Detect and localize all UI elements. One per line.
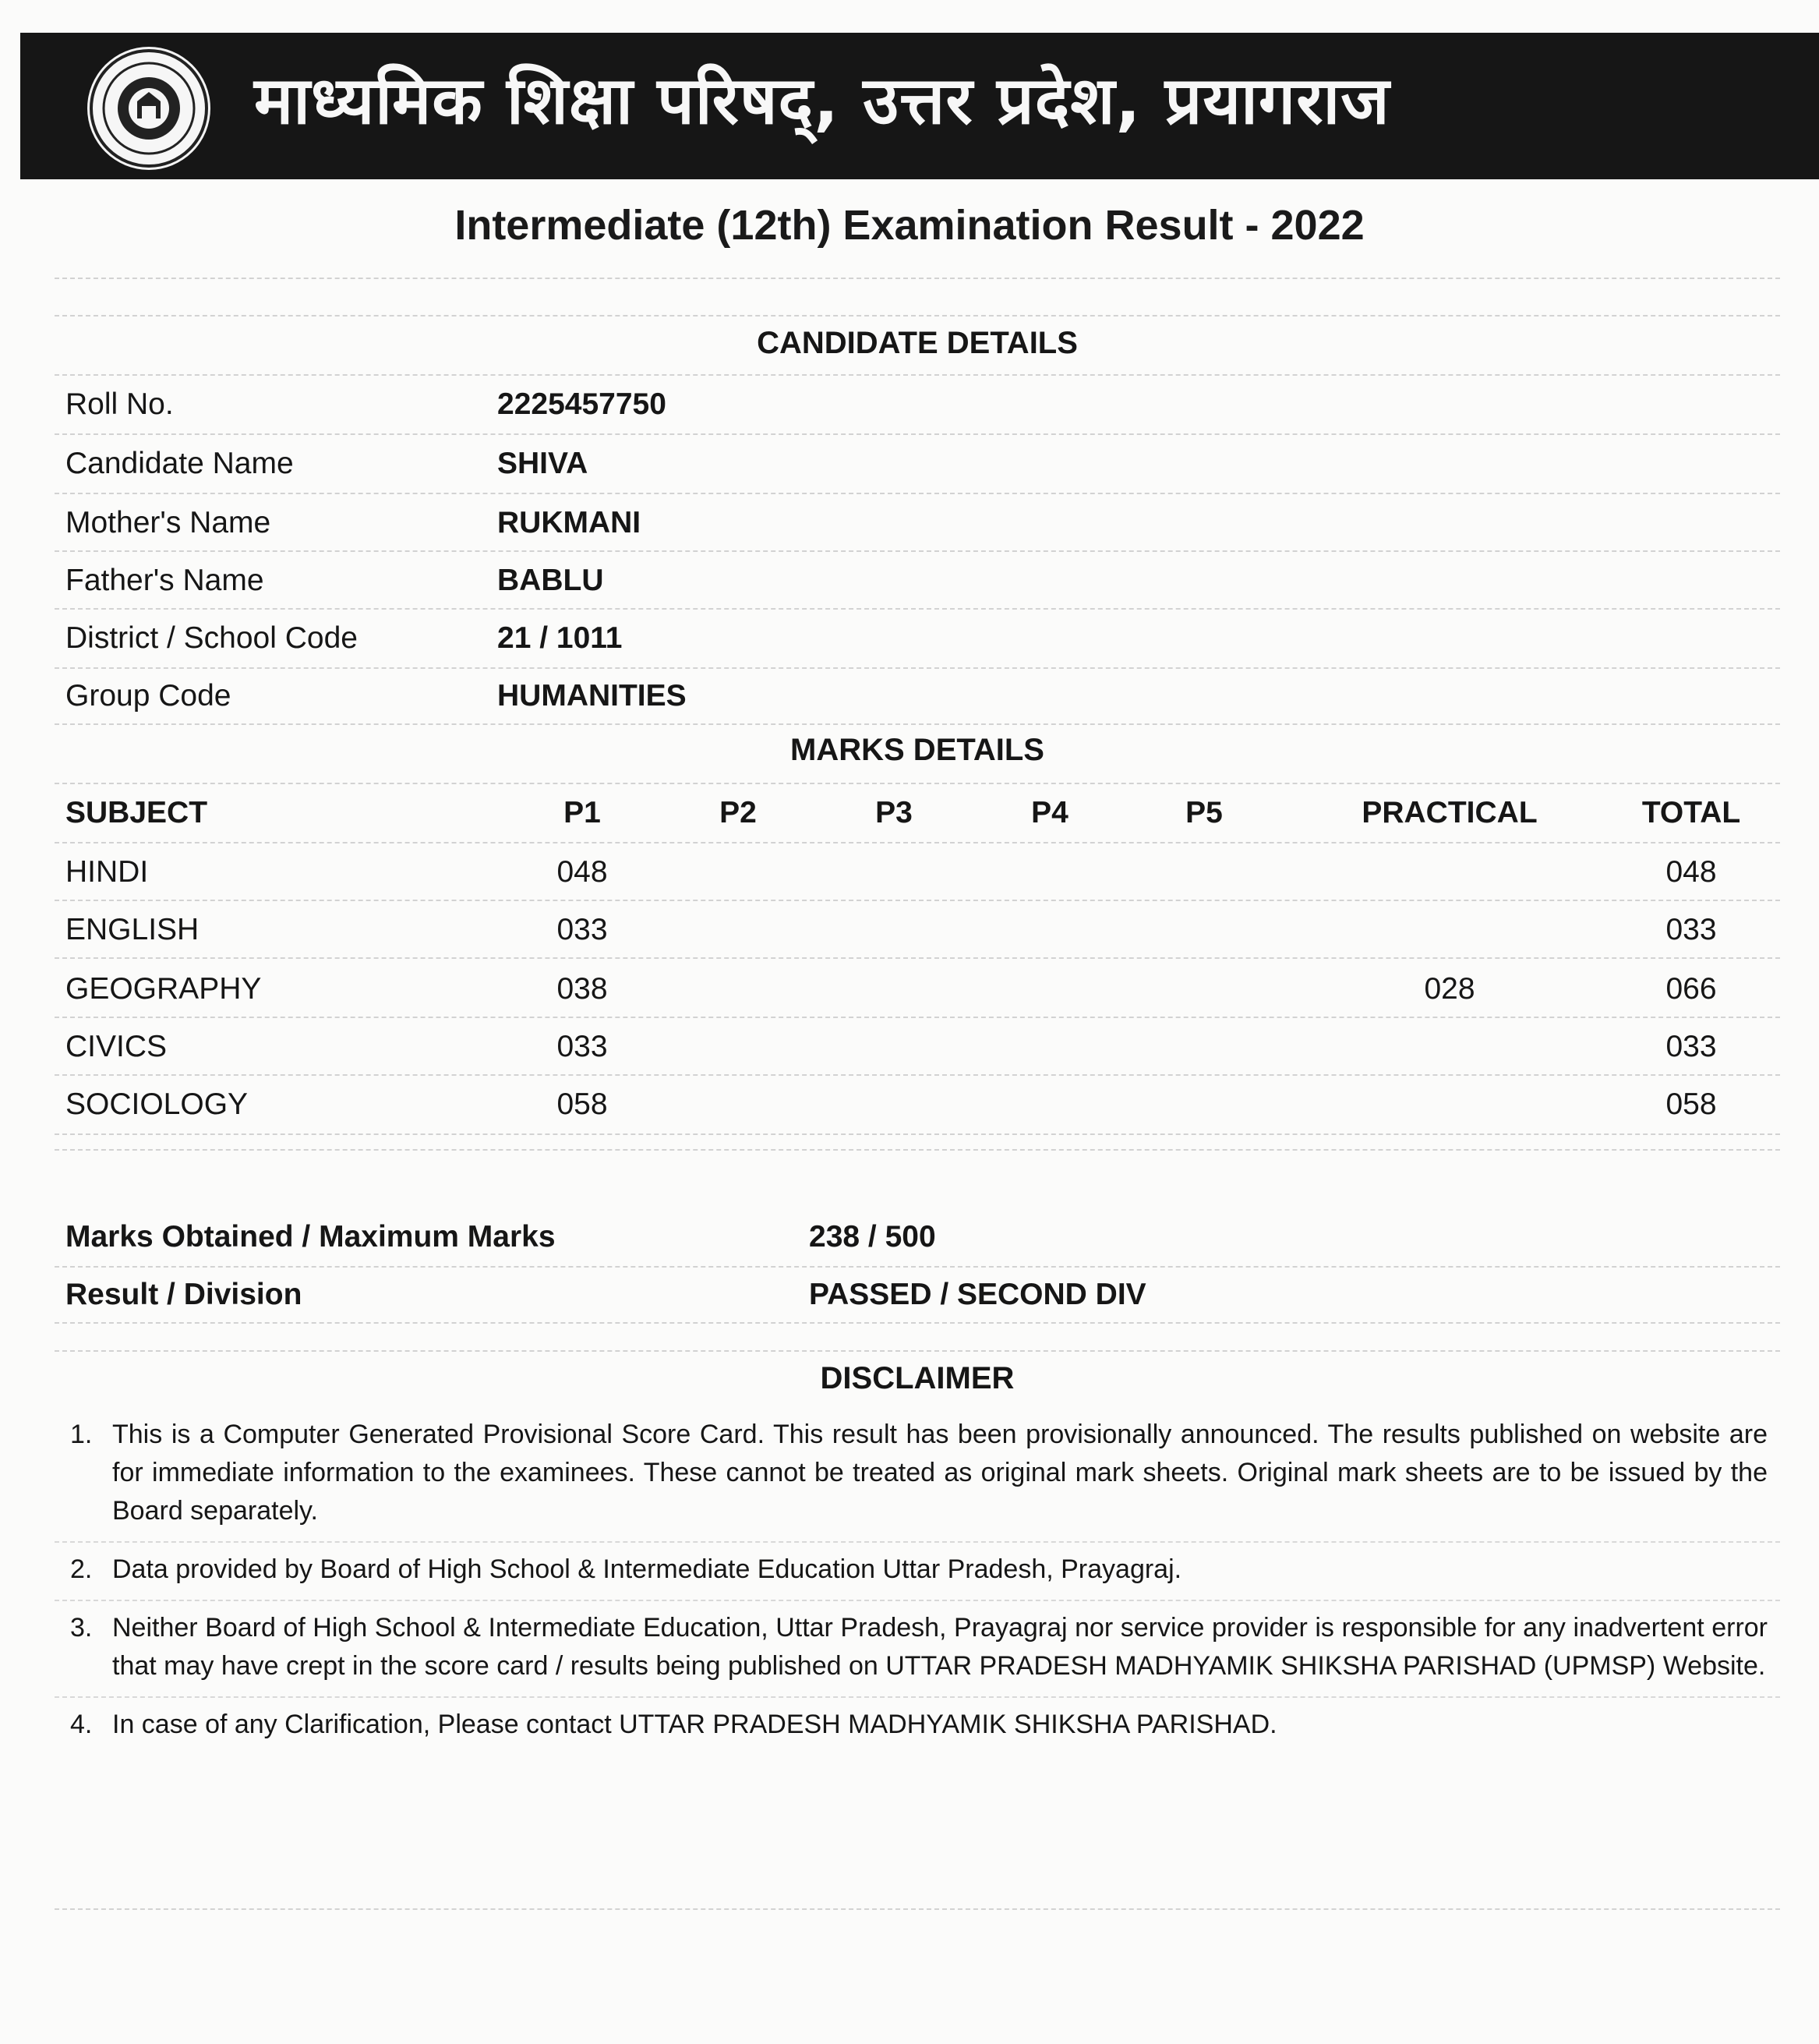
column-header: P2: [719, 796, 757, 829]
subject-cell: HINDI: [65, 855, 149, 889]
p1-cell: 048: [556, 855, 608, 889]
disclaimer-heading: DISCLAIMER: [820, 1361, 1015, 1395]
field-label: Father's Name: [65, 564, 264, 597]
group-code-row: [55, 667, 1780, 725]
board-title: माध्यमिक शिक्षा परिषद्, उत्तर प्रदेश, प्रयागराज: [254, 62, 1390, 139]
table-row: [55, 843, 1780, 901]
result-division-value: PASSED / SECOND DIV: [809, 1278, 1146, 1311]
total-cell: 066: [1665, 972, 1717, 1006]
item-number: 2.: [70, 1554, 93, 1584]
field-label: District / School Code: [65, 621, 358, 655]
district-school-code-row: [55, 610, 1780, 667]
list-item: [55, 1698, 1780, 1755]
father-name-value: BABLU: [497, 564, 604, 597]
total-cell: 058: [1665, 1087, 1717, 1121]
divider: [55, 1322, 1780, 1324]
subject-cell: CIVICS: [65, 1030, 168, 1063]
disclaimer-list: [55, 1408, 1780, 1755]
subject-cell: GEOGRAPHY: [65, 972, 262, 1006]
column-header: SUBJECT: [65, 796, 208, 829]
item-number: 3.: [70, 1613, 93, 1643]
district-school-code-value: 21 / 1011: [497, 621, 623, 655]
divider: [55, 1350, 1780, 1352]
divider: [55, 957, 1780, 959]
marks-table-header: [55, 784, 1780, 842]
item-number: 4.: [70, 1710, 93, 1739]
divider: [55, 1908, 1780, 1910]
item-text: Data provided by Board of High School & Intermediate Education Uttar Pradesh, Prayagraj.: [112, 1554, 1182, 1584]
table-row: [55, 1018, 1780, 1076]
p1-cell: 033: [556, 913, 608, 946]
exam-title: Intermediate (12th) Examination Result - 2022: [454, 202, 1365, 249]
marks-obtained-label: Marks Obtained / Maximum Marks: [65, 1220, 556, 1254]
result-division-row: [55, 1266, 1780, 1324]
marks-obtained-row: [55, 1208, 1780, 1266]
total-cell: 048: [1665, 855, 1717, 889]
item-text: This is a Computer Generated Provisional Score Card. This result has been provisionally announced. The results published on website are for immediate information to the examinees. These cannot be treated as original mark sheets. Original mark sheets are to be issued by the Board separately.: [112, 1420, 1768, 1526]
item-text: In case of any Clarification, Please contact UTTAR PRADESH MADHYAMIK SHIKSHA PARISHAD.: [112, 1710, 1277, 1739]
p1-cell: 058: [556, 1087, 608, 1121]
result-division-label: Result / Division: [65, 1278, 302, 1311]
candidate-details-heading: CANDIDATE DETAILS: [757, 326, 1078, 360]
table-row: [55, 960, 1780, 1018]
column-header: PRACTICAL: [1362, 796, 1538, 829]
total-cell: 033: [1665, 913, 1717, 946]
divider: [55, 723, 1780, 725]
marks-obtained-value: 238 / 500: [809, 1220, 936, 1254]
divider: [55, 1133, 1780, 1135]
field-label: Mother's Name: [65, 506, 271, 539]
roll-no-row: [55, 376, 1780, 433]
mother-name-value: RUKMANI: [497, 506, 641, 539]
p1-cell: 033: [556, 1030, 608, 1063]
candidate-name-value: SHIVA: [497, 447, 588, 480]
field-label: Candidate Name: [65, 447, 294, 480]
divider: [55, 1149, 1780, 1151]
list-item: [55, 1543, 1780, 1601]
p1-cell: 038: [556, 972, 608, 1006]
mother-name-row: [55, 494, 1780, 552]
subject-cell: ENGLISH: [65, 913, 200, 946]
column-header: P5: [1185, 796, 1223, 829]
column-header: P4: [1031, 796, 1068, 829]
roll-no-value: 2225457750: [497, 387, 666, 421]
divider: [55, 278, 1780, 279]
list-item: [55, 1601, 1780, 1698]
subject-cell: SOCIOLOGY: [65, 1087, 249, 1121]
header-bar: [20, 33, 1819, 179]
column-header: TOTAL: [1641, 796, 1741, 829]
upmsp-emblem-icon: [87, 47, 210, 170]
column-header: P1: [563, 796, 601, 829]
group-code-value: HUMANITIES: [497, 679, 687, 713]
field-label: Roll No.: [65, 387, 174, 421]
practical-cell: 028: [1424, 972, 1475, 1006]
table-row: [55, 1076, 1780, 1133]
list-item: [55, 1408, 1780, 1543]
table-row: [55, 901, 1780, 959]
field-label: Group Code: [65, 679, 231, 713]
father-name-row: [55, 552, 1780, 610]
column-header: P3: [875, 796, 913, 829]
total-cell: 033: [1665, 1030, 1717, 1063]
divider: [55, 315, 1780, 317]
marks-details-heading: MARKS DETAILS: [790, 733, 1044, 767]
item-text: Neither Board of High School & Intermediate Education, Uttar Pradesh, Prayagraj nor service provider is responsible for any inadvertent error that may have crept in the score card / results being published on UTTAR PRADESH MADHYAMIK SHIKSHA PARISHAD (UPMSP) Website.: [112, 1613, 1768, 1681]
candidate-name-row: [55, 435, 1780, 493]
item-number: 1.: [70, 1420, 93, 1449]
